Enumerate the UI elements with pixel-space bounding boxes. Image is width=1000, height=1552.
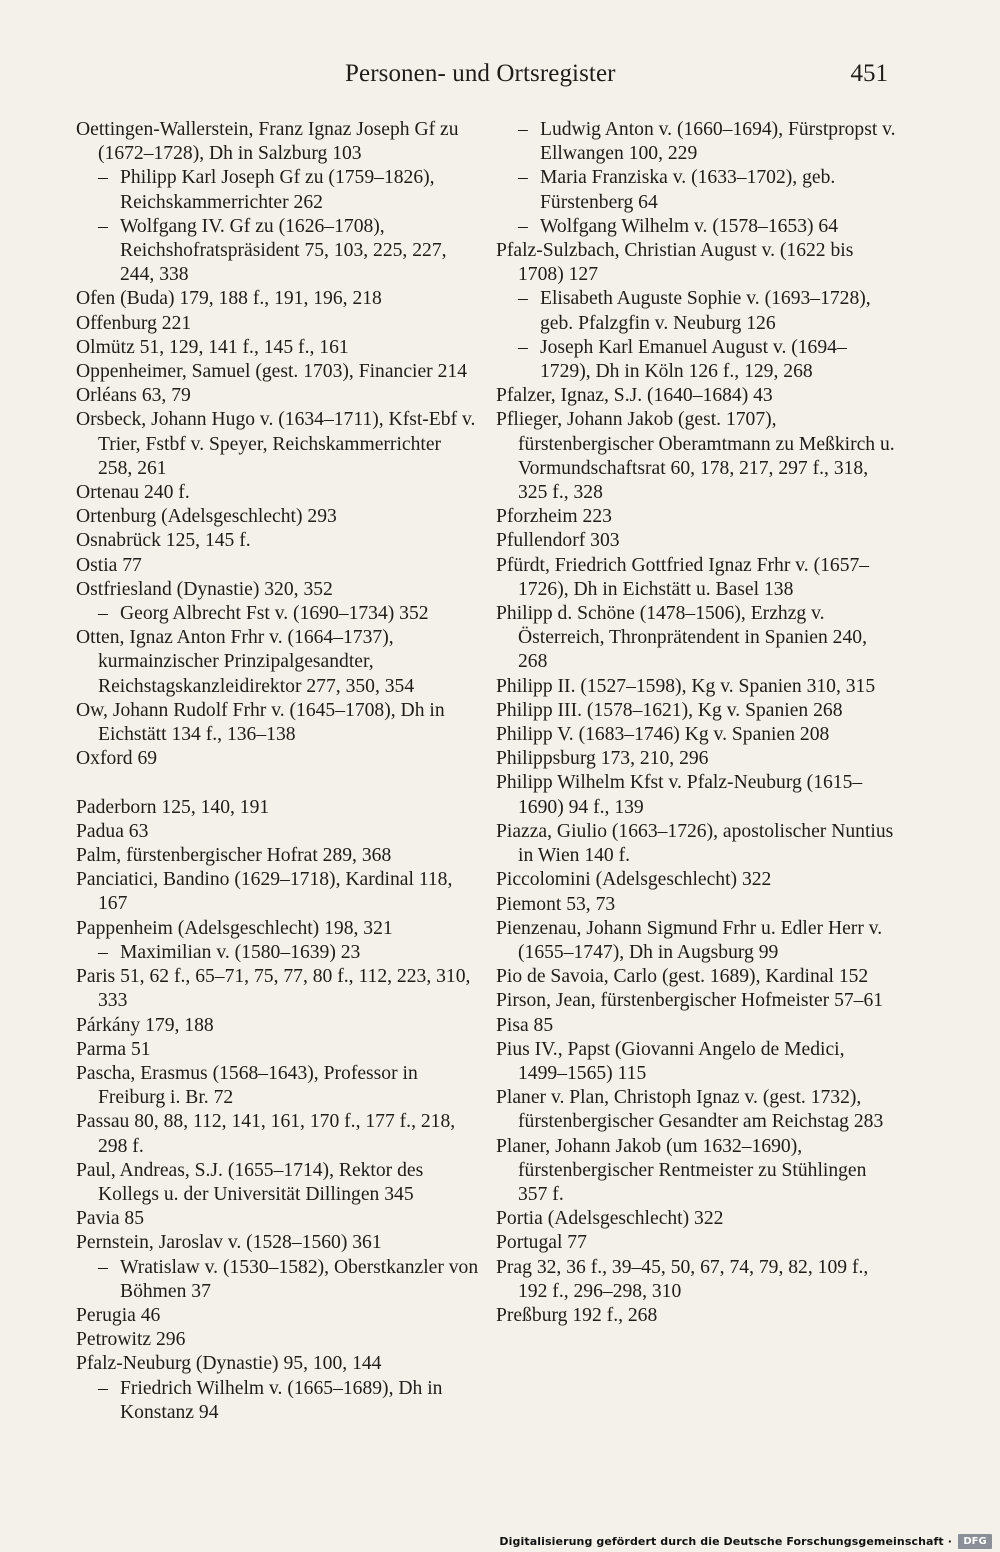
index-entry: [496, 1207, 896, 1231]
index-entry: [76, 360, 480, 384]
entry-text: Offenburg 221: [76, 312, 192, 334]
index-subentry: [76, 602, 480, 626]
index-subentry: [496, 215, 896, 239]
entry-text: Pflieger, Johann Jakob (gest. 1707), fürstenbergischer Oberamtmann zu Meßkirch u. Vormundschaftsrat 60, 178, 217, 297 f., 318, 325 f., 328: [496, 409, 895, 504]
index-entry: [496, 1304, 896, 1328]
index-entry: [496, 1135, 896, 1208]
entry-text: Olmütz 51, 129, 141 f., 145 f., 161: [76, 336, 349, 358]
subentry-dash: –: [518, 167, 528, 189]
entry-text: Ludwig Anton v. (1660–1694), Fürstpropst v. Ellwangen 100, 229: [540, 119, 896, 165]
entry-text: Wratislaw v. (1530–1582), Oberstkanzler von Böhmen 37: [120, 1256, 479, 1302]
index-column-left: [76, 118, 480, 1425]
index-subentry: [496, 118, 896, 166]
index-entry: [76, 384, 480, 408]
entry-text: Orléans 63, 79: [76, 385, 191, 407]
index-subentry: [76, 1256, 480, 1304]
index-entry: [496, 1038, 896, 1086]
dfg-logo: DFG: [958, 1534, 992, 1549]
entry-text: Oettingen-Wallerstein, Franz Ignaz Joseph Gf zu (1672–1728), Dh in Salzburg 103: [76, 119, 459, 165]
entry-text: Joseph Karl Emanuel August v. (1694–1729), Dh in Köln 126 f., 129, 268: [540, 336, 847, 383]
entry-text: Ostia 77: [76, 554, 142, 576]
index-entry: [76, 1110, 480, 1158]
entry-text: Otten, Ignaz Anton Frhr v. (1664–1737), kurmainzischer Prinzipalgesandter, Reichstagskanzleidirektor 277, 350, 354: [76, 627, 415, 697]
entry-text: Preßburg 192 f., 268: [496, 1304, 658, 1326]
subentry-dash: –: [98, 941, 108, 963]
entry-text: Pius IV., Papst (Giovanni Angelo de Medici, 1499–1565) 115: [496, 1038, 845, 1084]
index-entry: [496, 384, 896, 408]
entry-text: Palm, fürstenbergischer Hofrat 289, 368: [76, 845, 392, 867]
entry-text: Pappenheim (Adelsgeschlecht) 198, 321: [76, 917, 393, 939]
subentry-dash: –: [98, 1377, 108, 1399]
entry-text: Pernstein, Jaroslav v. (1528–1560) 361: [76, 1232, 382, 1254]
index-entry: [496, 965, 896, 989]
index-entry: [76, 917, 480, 941]
index-entry: [76, 1352, 480, 1376]
running-title: Personen- und Ortsregister: [345, 60, 616, 87]
index-entry: [76, 505, 480, 529]
index-entry: [496, 554, 896, 602]
entry-text: Planer, Johann Jakob (um 1632–1690), fürstenbergischer Rentmeister zu Stühlingen 357 f.: [496, 1135, 867, 1205]
index-entry: [496, 771, 896, 819]
subentry-dash: –: [98, 215, 108, 237]
index-entry: [76, 747, 480, 771]
entry-text: Portugal 77: [496, 1232, 587, 1254]
entry-text: Pforzheim 223: [496, 506, 612, 528]
index-entry: [76, 1014, 480, 1038]
index-entry: [496, 602, 896, 675]
index-entry: [496, 675, 896, 699]
index-entry: [76, 699, 480, 747]
entry-text: Pascha, Erasmus (1568–1643), Professor in Freiburg i. Br. 72: [76, 1062, 418, 1109]
index-subentry: [496, 287, 896, 335]
index-entry: [76, 965, 480, 1013]
index-entry: [496, 1256, 896, 1304]
index-entry: [76, 1159, 480, 1207]
entry-text: Maximilian v. (1580–1639) 23: [120, 941, 361, 963]
entry-text: Philipp d. Schöne (1478–1506), Erzhzg v. Österreich, Thronprätendent in Spanien 240, 268: [496, 603, 867, 673]
entry-text: Oppenheimer, Samuel (gest. 1703), Financier 214: [76, 361, 467, 383]
entry-text: Ortenau 240 f.: [76, 482, 190, 504]
subentry-dash: –: [518, 336, 528, 358]
index-entry: [496, 723, 896, 747]
index-entry: [76, 554, 480, 578]
index-entry: [76, 118, 480, 166]
entry-text: Pfürdt, Friedrich Gottfried Ignaz Frhr v. (1657–1726), Dh in Eichstätt u. Basel 138: [496, 554, 870, 600]
entry-text: Philipp II. (1527–1598), Kg v. Spanien 310, 315: [496, 675, 876, 697]
entry-text: Pisa 85: [496, 1014, 554, 1036]
index-entry: [496, 1086, 896, 1134]
page-header: [0, 58, 1000, 98]
index-column-right: [496, 118, 896, 1328]
entry-text: Passau 80, 88, 112, 141, 161, 170 f., 177 f., 218, 298 f.: [76, 1111, 456, 1157]
index-entry: [496, 1014, 896, 1038]
section-gap: [76, 771, 480, 795]
entry-text: Pienzenau, Johann Sigmund Frhr u. Edler Herr v. (1655–1747), Dh in Augsburg 99: [496, 917, 883, 963]
entry-text: Portia (Adelsgeschlecht) 322: [496, 1208, 724, 1230]
index-entry: [76, 844, 480, 868]
index-entry: [76, 1304, 480, 1328]
index-entry: [496, 820, 896, 868]
entry-text: Paderborn 125, 140, 191: [76, 796, 270, 818]
index-entry: [76, 529, 480, 553]
index-entry: [76, 1231, 480, 1255]
index-entry: [76, 796, 480, 820]
index-entry: [496, 699, 896, 723]
entry-text: Philipp Wilhelm Kfst v. Pfalz-Neuburg (1615–1690) 94 f., 139: [496, 772, 863, 818]
subentry-dash: –: [518, 288, 528, 310]
entry-text: Pfalzer, Ignaz, S.J. (1640–1684) 43: [496, 385, 773, 407]
entry-text: Philipp III. (1578–1621), Kg v. Spanien 268: [496, 699, 843, 721]
entry-text: Párkány 179, 188: [76, 1014, 214, 1036]
entry-text: Elisabeth Auguste Sophie v. (1693–1728), geb. Pfalzgfin v. Neuburg 126: [540, 288, 871, 334]
index-entry: [76, 820, 480, 844]
index-entry: [76, 578, 480, 602]
entry-text: Wolfgang Wilhelm v. (1578–1653) 64: [540, 215, 839, 237]
entry-text: Pirson, Jean, fürstenbergischer Hofmeister 57–61: [496, 990, 884, 1012]
entry-text: Panciatici, Bandino (1629–1718), Kardinal 118, 167: [76, 869, 453, 915]
index-entry: [496, 239, 896, 287]
index-entry: [496, 989, 896, 1013]
entry-text: Piemont 53, 73: [496, 893, 616, 915]
index-entry: [496, 1231, 896, 1255]
entry-text: Friedrich Wilhelm v. (1665–1689), Dh in Konstanz 94: [120, 1377, 443, 1423]
subentry-dash: –: [98, 167, 108, 189]
entry-text: Pavia 85: [76, 1208, 145, 1230]
index-entry: [76, 1038, 480, 1062]
index-subentry: [496, 336, 896, 384]
index-entry: [76, 336, 480, 360]
entry-text: Georg Albrecht Fst v. (1690–1734) 352: [120, 603, 429, 625]
index-entry: [496, 917, 896, 965]
entry-text: Philippsburg 173, 210, 296: [496, 748, 709, 770]
entry-text: Paul, Andreas, S.J. (1655–1714), Rektor des Kollegs u. der Universität Dillingen 345: [76, 1159, 424, 1205]
index-entry: [496, 893, 896, 917]
entry-text: Philipp V. (1683–1746) Kg v. Spanien 208: [496, 724, 830, 746]
entry-text: Pfullendorf 303: [496, 530, 620, 552]
entry-text: Prag 32, 36 f., 39–45, 50, 67, 74, 79, 82, 109 f., 192 f., 296–298, 310: [496, 1256, 869, 1302]
subentry-dash: –: [98, 603, 108, 625]
index-subentry: [76, 1377, 480, 1425]
entry-text: Piccolomini (Adelsgeschlecht) 322: [496, 869, 772, 891]
entry-text: Piazza, Giulio (1663–1726), apostolischer Nuntius in Wien 140 f.: [496, 820, 894, 867]
index-entry: [496, 408, 896, 505]
subentry-dash: –: [518, 215, 528, 237]
index-entry: [76, 408, 480, 481]
entry-text: Oxford 69: [76, 748, 158, 770]
entry-text: Padua 63: [76, 820, 149, 842]
index-entry: [76, 1328, 480, 1352]
entry-text: Wolfgang IV. Gf zu (1626–1708), Reichshofratspräsident 75, 103, 225, 227, 244, 338: [120, 215, 447, 286]
subentry-dash: –: [98, 1256, 108, 1278]
entry-text: Pfalz-Sulzbach, Christian August v. (1622 bis 1708) 127: [496, 240, 854, 286]
index-entry: [76, 1062, 480, 1110]
index-entry: [76, 481, 480, 505]
index-entry: [76, 868, 480, 916]
funding-credit: Digitalisierung gefördert durch die Deutsche Forschungsgemeinschaft ·: [499, 1535, 952, 1548]
entry-text: Philipp Karl Joseph Gf zu (1759–1826), Reichskammerrichter 262: [120, 167, 435, 213]
page-number: 451: [850, 60, 888, 87]
index-subentry: [76, 941, 480, 965]
entry-text: Maria Franziska v. (1633–1702), geb. Fürstenberg 64: [540, 167, 836, 213]
entry-text: Perugia 46: [76, 1304, 161, 1326]
entry-text: Ofen (Buda) 179, 188 f., 191, 196, 218: [76, 288, 382, 310]
entry-text: Paris 51, 62 f., 65–71, 75, 77, 80 f., 112, 223, 310, 333: [76, 966, 471, 1012]
index-subentry: [76, 215, 480, 288]
index-entry: [496, 868, 896, 892]
index-subentry: [496, 166, 896, 214]
entry-text: Petrowitz 296: [76, 1329, 186, 1351]
entry-text: Orsbeck, Johann Hugo v. (1634–1711), Kfst-Ebf v. Trier, Fstbf v. Speyer, Reichskammerrichter 258, 261: [76, 409, 476, 479]
index-subentry: [76, 166, 480, 214]
subentry-dash: –: [518, 119, 528, 140]
index-entry: [496, 505, 896, 529]
entry-text: Parma 51: [76, 1038, 151, 1060]
footer: [0, 1532, 1000, 1552]
entry-text: Ortenburg (Adelsgeschlecht) 293: [76, 506, 337, 528]
index-entry: [76, 1207, 480, 1231]
index-entry: [496, 747, 896, 771]
entry-text: Osnabrück 125, 145 f.: [76, 530, 251, 552]
index-entry: [76, 626, 480, 699]
entry-text: Pfalz-Neuburg (Dynastie) 95, 100, 144: [76, 1353, 382, 1375]
entry-text: Ostfriesland (Dynastie) 320, 352: [76, 578, 333, 600]
entry-text: Pio de Savoia, Carlo (gest. 1689), Kardinal 152: [496, 966, 869, 988]
index-entry: [496, 529, 896, 553]
entry-text: Planer v. Plan, Christoph Ignaz v. (gest. 1732), fürstenbergischer Gesandter am Reichstag 283: [496, 1087, 884, 1133]
index-entry: [76, 287, 480, 311]
index-entry: [76, 312, 480, 336]
entry-text: Ow, Johann Rudolf Frhr v. (1645–1708), Dh in Eichstätt 134 f., 136–138: [76, 699, 445, 746]
